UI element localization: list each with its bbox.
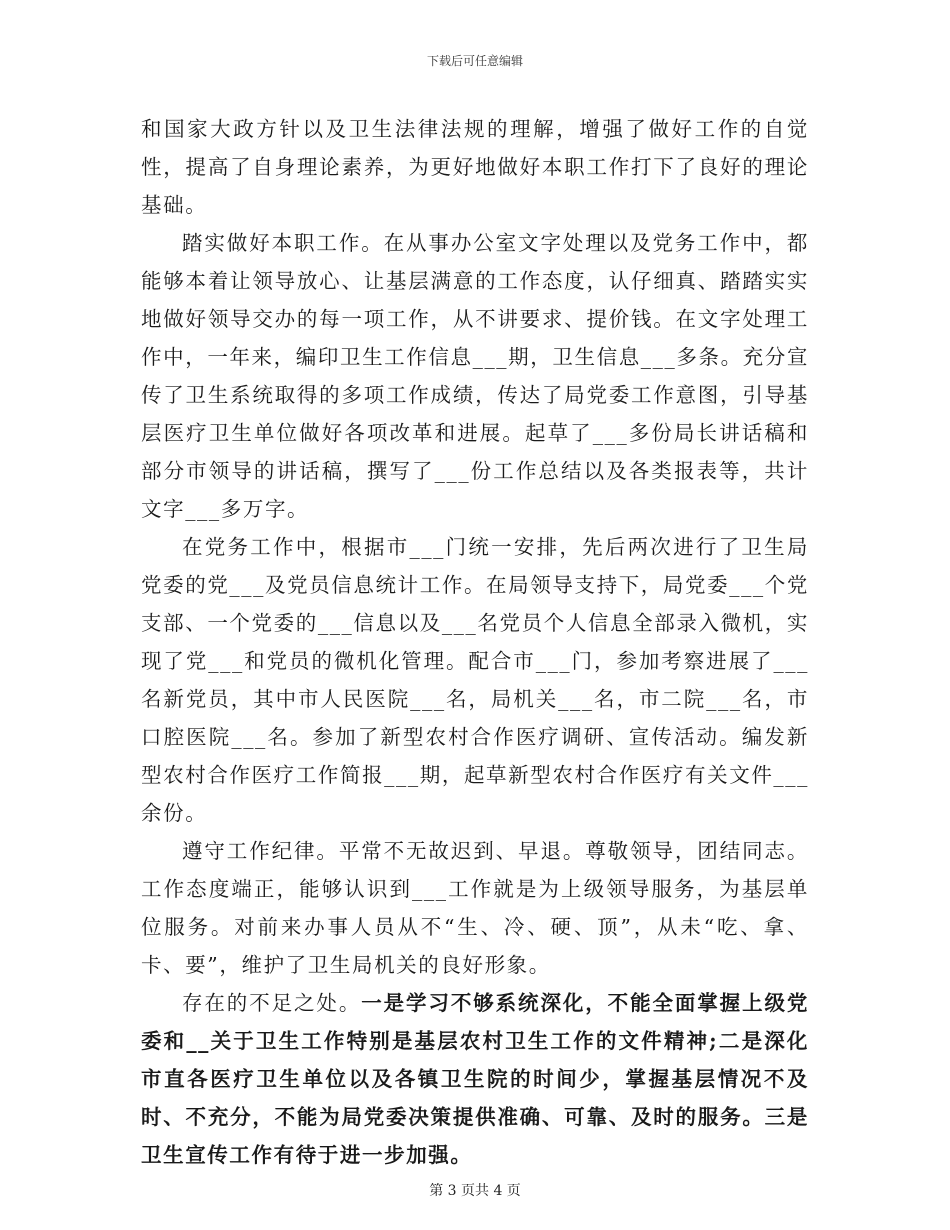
paragraph-discipline: 遵守工作纪律。平常不无故迟到、早退。尊敬领导，团结同志。工作态度端正，能够认识到___工作就是为上级领导服务，为基层单位服务。对前来办事人员从不“生、冷、硬、顶”，从未“吃、拿、卡、要”，维护了卫生局机关的良好形象。 xyxy=(141,839,809,977)
shortcomings-details: 一是学习不够系统深化，不能全面掌握上级党委和__关于卫生工作特别是基层农村卫生工作的文件精神;二是深化市直各医疗卫生单位以及各镇卫生院的时间少，掌握基层情况不及时、不充分，不能为局党委决策提供准确、可靠、及时的服务。三是卫生宣传工作有待于进一步加强。 xyxy=(141,991,809,1167)
paragraph-duties: 踏实做好本职工作。在从事办公室文字处理以及党务工作中，都能够本着让领导放心、让基层满意的工作态度，认仔细真、踏踏实实地做好领导交办的每一项工作，从不讲要求、提价钱。在文字处理工作中，一年来，编印卫生工作信息___期，卫生信息___多条。充分宣传了卫生系统取得的多项工作成绩，传达了局党委工作意图，引导基层医疗卫生单位做好各项改革和进展。起草了___多份局长讲话稿和部分市领导的讲话稿，撰写了___份工作总结以及各类报表等，共计文字___多万字。 xyxy=(141,231,809,521)
page-number: 第 3 页共 4 页 xyxy=(429,1183,521,1199)
page-header: 下载后可任意编辑 xyxy=(426,54,523,68)
paragraph-theory: 和国家大政方针以及卫生法律法规的理解，增强了做好工作的自觉性，提高了自身理论素养，为更好地做好本职工作打下了良好的理论基础。 xyxy=(141,117,809,217)
paragraph-shortcomings xyxy=(141,984,809,1174)
shortcomings-lead: 存在的不足之处。 xyxy=(182,991,362,1015)
paragraph-party-work: 在党务工作中，根据市___门统一安排，先后两次进行了卫生局党委的党___及党员信息统计工作。在局领导支持下，局党委___个党支部、一个党委的___信息以及___名党员个人信息全部录入微机，实现了党___和党员的微机化管理。配合市___门，参加考察进展了___名新党员，其中市人民医院___名，局机关___名，市二院___名，市口腔医院___名。参加了新型农村合作医疗调研、宣传活动。编发新型农村合作医疗工作简报___期，起草新型农村合作医疗有关文件___余份。 xyxy=(141,535,809,825)
document-body xyxy=(141,110,809,1174)
